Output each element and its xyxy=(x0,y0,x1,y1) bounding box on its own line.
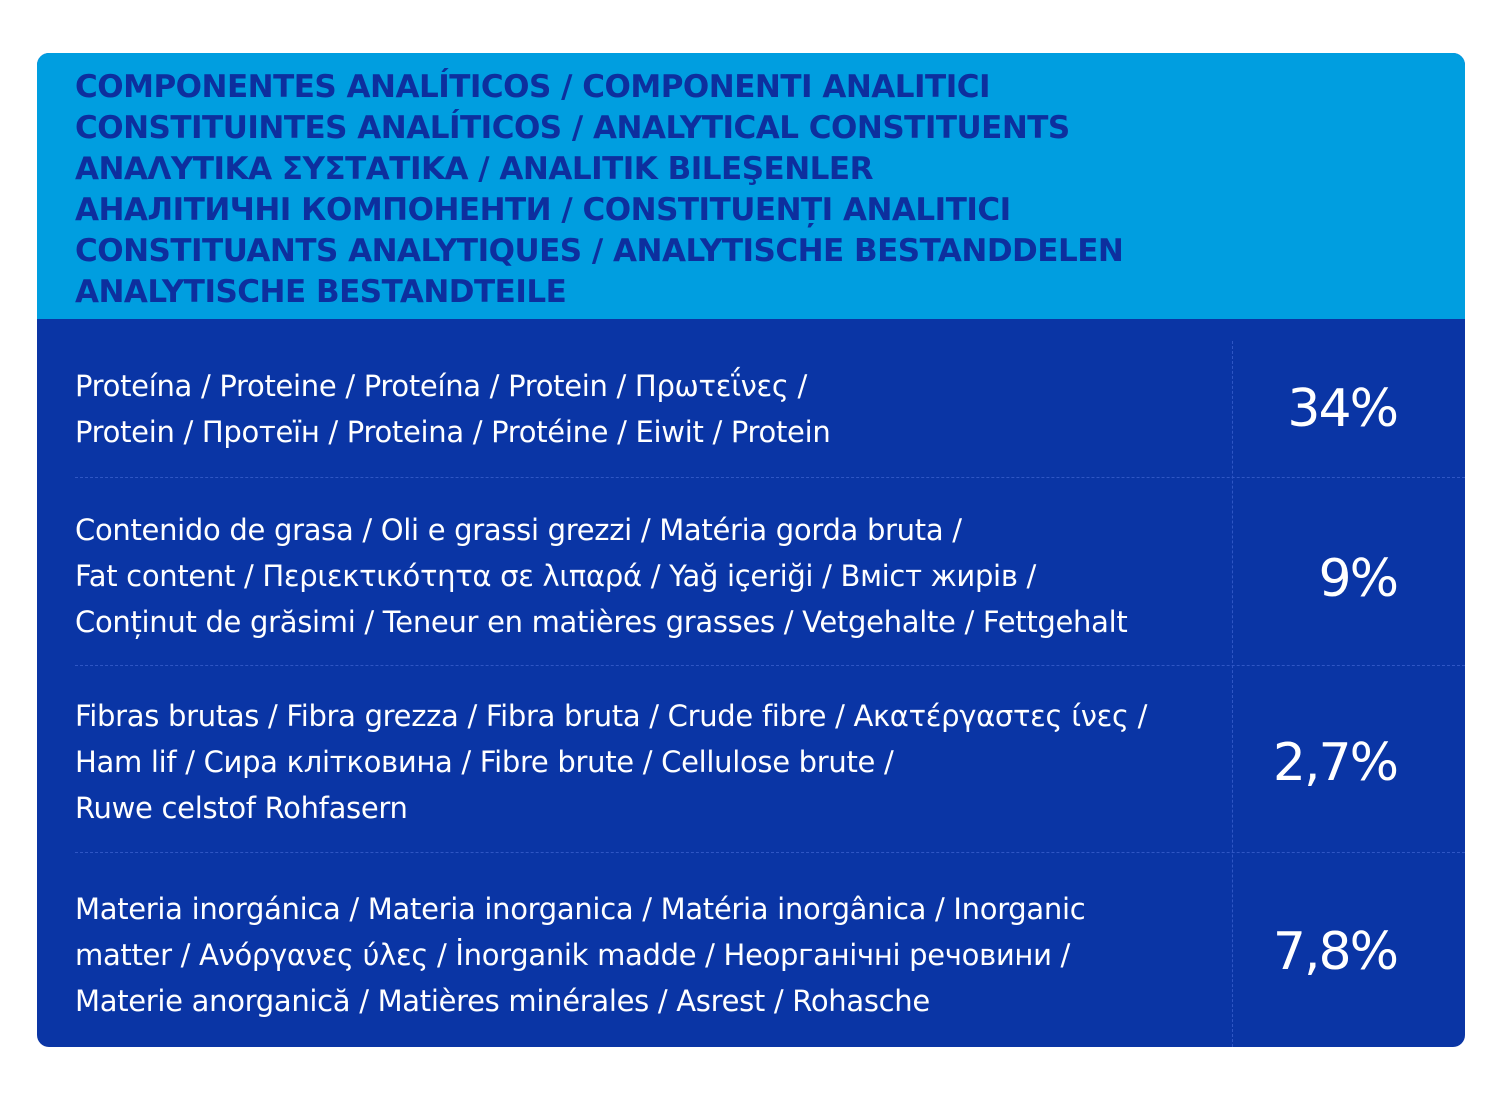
row-label-line: Proteína / Proteine / Proteína / Protein / Πρωτεΐνες / xyxy=(75,369,807,403)
header-line: COMPONENTES ANALÍTICOS / COMPONENTI ANALITICI xyxy=(75,69,991,105)
row-label-protein xyxy=(75,363,1215,455)
row-label-fibre xyxy=(75,693,1215,831)
header-line: CONSTITUANTS ANALYTIQUES / ANALYTISCHE BESTANDDELEN xyxy=(75,233,1124,269)
analytical-constituents-table xyxy=(37,53,1465,1047)
header-line: ANALYTISCHE BESTANDTEILE xyxy=(75,274,567,310)
table-body xyxy=(37,319,1465,1047)
row-value-fat: 9% xyxy=(1318,549,1397,609)
row-label-line: Conținut de grăsimi / Teneur en matières grasses / Vetgehalte / Fettgehalt xyxy=(75,605,1128,639)
header-line: ΑΝΑΛΥΤΙΚΑ ΣΥΣΤΑΤΙΚΑ / ANALITIK BILEŞENLER xyxy=(75,151,873,187)
row-label-line: matter / Ανόργανες ύλες / İnorganik madde / Неорганічні речовини / xyxy=(75,938,1071,972)
row-label-line: Materia inorgánica / Materia inorganica / Matéria inorgânica / Inorganic xyxy=(75,892,1086,926)
table-row-protein xyxy=(37,319,1465,477)
row-label-line: Ham lif / Сира клітковина / Fibre brute / Cellulose brute / xyxy=(75,745,894,779)
row-value-inorganic-matter: 7,8% xyxy=(1272,922,1397,982)
row-label-fat xyxy=(75,507,1215,645)
row-label-line: Fibras brutas / Fibra grezza / Fibra bruta / Crude fibre / Ακατέργαστες ίνες / xyxy=(75,699,1148,733)
header-line: CONSTITUINTES ANALÍTICOS / ANALYTICAL CONSTITUENTS xyxy=(75,110,1070,146)
table-row-fibre xyxy=(37,665,1465,852)
header-title-lines xyxy=(75,67,1123,313)
header-line: АНАЛІТИЧНІ КОМПОНЕНТИ / CONSTITUENȚI ANALITICI xyxy=(75,192,1011,228)
row-value-protein: 34% xyxy=(1287,379,1397,439)
row-label-line: Materie anorganică / Matières minérales / Asrest / Rohasche xyxy=(75,984,930,1018)
row-label-inorganic-matter xyxy=(75,886,1215,1024)
table-row-fat xyxy=(37,477,1465,665)
row-value-fibre: 2,7% xyxy=(1272,733,1397,793)
row-label-line: Protein / Протеїн / Proteina / Protéine / Eiwit / Protein xyxy=(75,415,831,449)
table-header xyxy=(37,53,1465,319)
row-label-line: Ruwe celstof Rohfasern xyxy=(75,791,408,825)
row-label-line: Contenido de grasa / Oli e grassi grezzi / Matéria gorda bruta / xyxy=(75,513,962,547)
row-label-line: Fat content / Περιεκτικότητα σε λιπαρά / Yağ içeriği / Вміст жирів / xyxy=(75,559,1036,593)
table-row-inorganic-matter xyxy=(37,852,1465,1047)
